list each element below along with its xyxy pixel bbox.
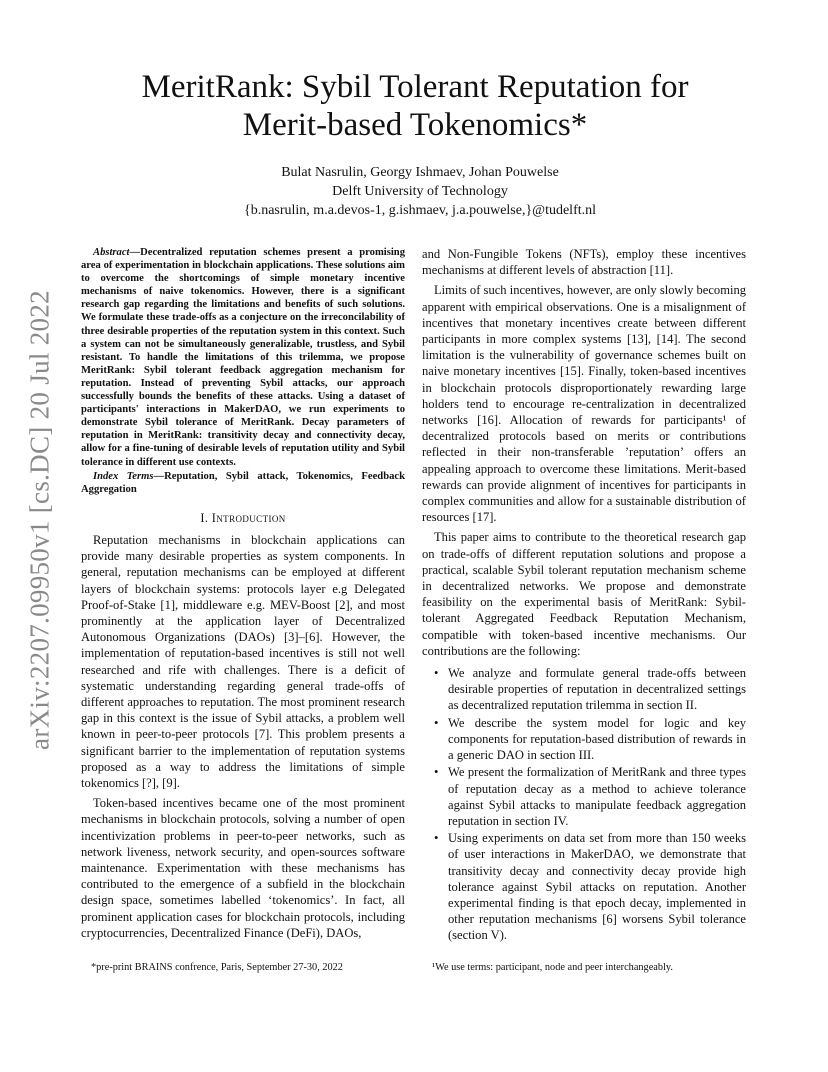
footnote-right: ¹We use terms: participant, node and peer interchangeably.: [432, 962, 673, 973]
index-terms-text: —Reputation, Sybil attack, Tokenomics, Feedback Aggregation: [81, 470, 405, 495]
index-terms-label: Index Terms: [93, 470, 154, 482]
intro-paragraph-2: Token-based incentives became one of the most prominent mechanisms in blockchain protocols, solving a number of open incentivization problems in peer-to-peer networks, such as network liveness, network security, and open-sources software maintenance. Experimentation with these mechanisms has contributed to the emergence of a subfield in the blockchain design space, sometimes labelled ‘tokenomics’. In fact, all prominent application cases for blockchain protocols, including cryptocurrencies, Decentralized Finance (DeFi), DAOs,: [81, 796, 405, 940]
abstract: [81, 246, 405, 469]
section-heading-introduction: [81, 510, 405, 526]
index-terms: [81, 470, 405, 496]
section-title: Introduction: [211, 510, 286, 525]
contribution-item: • Using experiments on data set from more than 150 weeks of user interactions in MakerDAO, we demonstrate that transitivity decay and connectivity decay provide high tolerance against Sybil attacks on reputation. Another experimental finding is that epoch decay, implemented in other reputation mechanisms [6] worsens Sybil tolerance (section V).: [448, 830, 746, 943]
contribution-item: • We analyze and formulate general trade-offs between desirable properties of reputation in decentralized settings as decentralized reputation trilemma in section II.: [448, 665, 746, 714]
left-column: [81, 246, 405, 941]
contributions-list: [422, 665, 746, 943]
section-number: I.: [200, 510, 212, 525]
right-column: [422, 246, 746, 945]
footnote-left: *pre-print BRAINS confrence, Paris, September 27-30, 2022: [91, 962, 343, 973]
paper-title: [80, 68, 750, 144]
abstract-text: —Decentralized reputation schemes present a promising area of experimentation in blockchain applications. These solutions aim to overcome the shortcomings of simple monetary incentive mechanisms of naive tokenomics. However, there is a significant research gap regarding the limitations and benefits of such solutions. We formulate these trade-offs as a conjecture on the irreconcilability of three desirable properties of the reputation system in this context. Such a system can not be simultaneously generalizable, trustless, and Sybil resistant. To handle the limitations of this trilemma, we propose MeritRank: Sybil tolerant feedback aggregation mechanism for reputation. Instead of preventing Sybil attacks, our approach successfully bounds the benefits of these attacks. Using a dataset of participants' interactions in MakerDAO, we run experiments to demonstrate Sybil tolerance of MeritRank. Decay parameters of reputation in MeritRank: transitivity decay and connectivity decay, allow for a fine-tuning of desirable levels of reputation utility and Sybil tolerance in different use contexts.: [81, 247, 405, 468]
right-paragraph-2: Limits of such incentives, however, are only slowly becoming apparent with empirical observations. One is a misalignment of incentives that monetary incentives create between different participants in more complex systems [13], [14]. The second limitation is the vulnerability of governance schemes built on naive monetary incentives [15]. Finally, token-based incentives in blockchain protocols disproportionately rewarding large holders tend to encourage re-centralization in decentralized networks [16]. Allocation of rewards for participants¹ of decentralized protocols based on merits or contributions reflected in their non-transferable ’reputation’ offers an appealing approach to overcome these limitations. Merit-based rewards can provide alignment of incentives for participants in complex communities and allow for a sustainable distribution of resources [17].: [422, 283, 746, 525]
contribution-item: • We present the formalization of MeritRank and three types of reputation decay as a method to achieve tolerance against Sybil attacks to manipulate feedback aggregation reputation in section IV.: [448, 764, 746, 829]
arxiv-id: arXiv:2207.09950v1 [cs.DC] 20 Jul 2022: [24, 290, 55, 750]
abstract-label: Abstract: [93, 247, 130, 258]
authors: Bulat Nasrulin, Georgy Ishmaev, Johan Pouwelse: [281, 165, 559, 180]
intro-paragraph-1: Reputation mechanisms in blockchain applications can provide many desirable properties as system components. In general, reputation mechanisms can be employed at different layers of blockchain systems: protocols layer e.g Delegated Proof-of-Stake [1], middleware e.g. MEV-Boost [2], and most prominently at the application layer of Decentralized Autonomous Organizations (DAOs) [3]–[6]. However, the implementation of reputation-based incentives is still not well researched and rife with challenges. There is a deficit of systematic understanding regarding general trade-offs of different approaches to reputation. The most prominent research gap in this context is the issue of Sybil attacks, a problem well known in peer-to-peer protocols [7]. This problem presents a significant barrier to the implementation of reputation systems proposed as a way to address the limitations of simple tokenomics [?], [9].: [81, 532, 405, 791]
title-line-2: Merit-based Tokenomics*: [242, 107, 588, 143]
right-paragraph-3: This paper aims to contribute to the theoretical research gap on trade-offs of different reputation solutions and propose a practical, scalable Sybil tolerant reputation mechanism scheme in decentralized networks. We propose and demonstrate feasibility on the experimental basis of MeritRank: Sybil-tolerant Aggregated Feedback Reputation Mechanism, compatible with token-based incentive mechanisms. Our contributions are the following:: [422, 530, 746, 658]
arxiv-sidebar-stamp: [20, 280, 60, 760]
title-line-1: MeritRank: Sybil Tolerant Reputation for: [141, 69, 689, 105]
contribution-item: • We describe the system model for logic and key components for reputation-based distribution of rewards in a generic DAO in section III.: [448, 715, 746, 764]
emails: {b.nasrulin, m.a.devos-1, g.ishmaev, j.a.pouwelse,}@tudelft.nl: [243, 203, 597, 218]
affiliation: Delft University of Technology: [332, 184, 508, 199]
author-block: [120, 163, 720, 220]
right-paragraph-1: and Non-Fungible Tokens (NFTs), employ these incentives mechanisms at different levels of abstraction [11].: [422, 247, 746, 278]
